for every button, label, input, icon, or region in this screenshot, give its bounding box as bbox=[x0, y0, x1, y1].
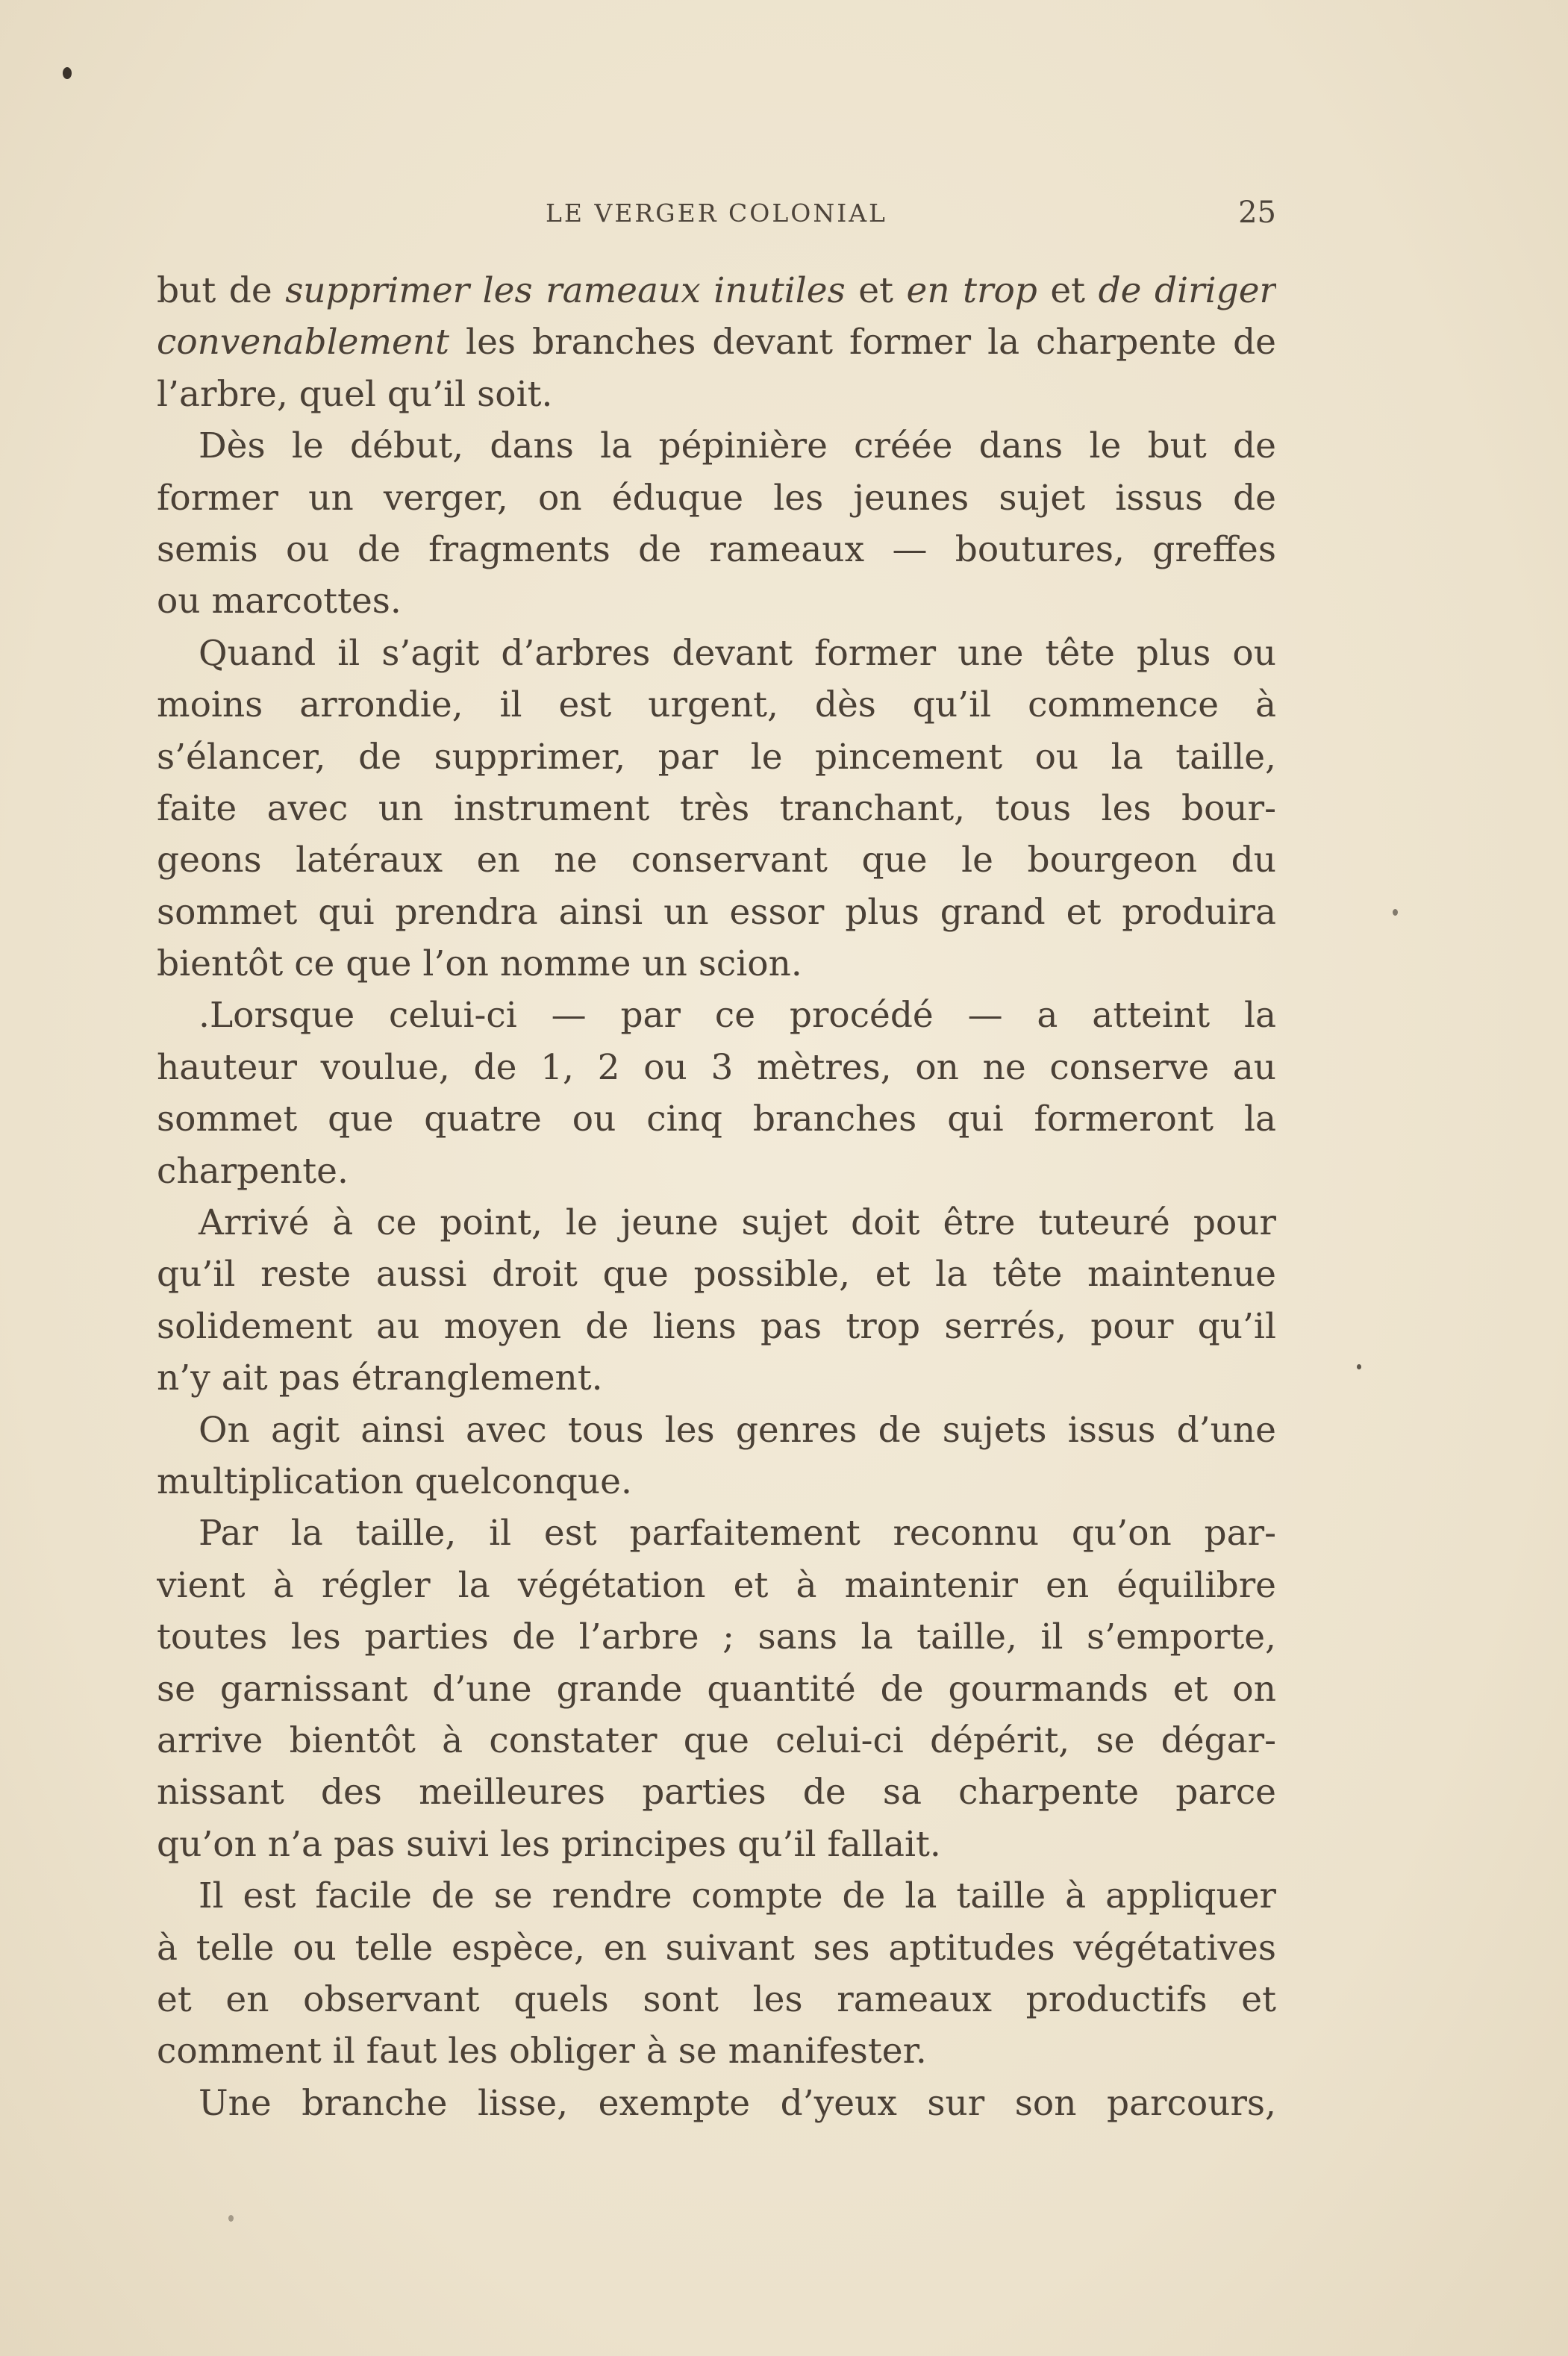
text-line bbox=[157, 731, 1276, 783]
text-segment: hauteur voulue, de 1, 2 ou 3 mètres, on ne conserve au bbox=[157, 1046, 1276, 1088]
text-segment: l’arbre, quel qu’il soit. bbox=[157, 373, 553, 415]
text-segment: arrive bientôt à constater que celui-ci dépérit, se dégar- bbox=[157, 1719, 1276, 1761]
text-line bbox=[157, 1197, 1276, 1249]
italic-text: en trop bbox=[906, 270, 1037, 311]
text-segment: semis ou de fragments de rameaux — boutures, greffes bbox=[157, 528, 1276, 570]
text-segment: et bbox=[1037, 270, 1099, 311]
text-segment: former un verger, on éduque les jeunes sujet issus de bbox=[157, 477, 1276, 519]
running-title: LE VERGER COLONIAL bbox=[546, 199, 887, 228]
text-line bbox=[157, 1146, 1276, 1197]
text-line bbox=[157, 887, 1276, 938]
text-segment: toutes les parties de l’arbre ; sans la taille, il s’emporte, bbox=[157, 1616, 1276, 1658]
text-segment: Dès le début, dans la pépinière créée dans le but de bbox=[199, 425, 1276, 467]
text-segment: Arrivé à ce point, le jeune sujet doit être tuteuré pour bbox=[199, 1202, 1276, 1244]
text-line bbox=[157, 316, 1276, 368]
text-segment: On agit ainsi avec tous les genres de sujets issus d’une bbox=[199, 1409, 1276, 1451]
ink-speck bbox=[1357, 1364, 1361, 1369]
text-line bbox=[157, 575, 1276, 627]
text-segment: Par la taille, il est parfaitement reconnu qu’on par- bbox=[199, 1513, 1276, 1554]
text-segment: Il est facile de se rendre compte de la taille à appliquer bbox=[199, 1875, 1276, 1917]
text-segment: .Lorsque celui-ci — par ce procédé — a atteint la bbox=[199, 995, 1276, 1037]
text-segment: qu’il reste aussi droit que possible, et la tête maintenue bbox=[157, 1254, 1276, 1296]
text-line bbox=[157, 990, 1276, 1041]
text-line bbox=[157, 1560, 1276, 1611]
page-number: 25 bbox=[1238, 196, 1276, 230]
italic-text: convenablement bbox=[157, 322, 450, 363]
text-segment: sommet qui prendra ainsi un essor plus grand et produira bbox=[157, 891, 1276, 933]
text-segment: charpente. bbox=[157, 1150, 349, 1192]
text-segment: qu’on n’a pas suivi les principes qu’il fallait. bbox=[157, 1823, 941, 1865]
text-segment: multiplication quelconque. bbox=[157, 1460, 632, 1502]
text-segment: n’y ait pas étranglement. bbox=[157, 1357, 603, 1399]
text-segment: geons latéraux en ne conservant que le bourgeon du bbox=[157, 840, 1276, 881]
text-line bbox=[157, 420, 1276, 472]
text-segment: et en observant quels sont les rameaux productifs et bbox=[157, 1978, 1276, 2020]
text-line bbox=[157, 628, 1276, 679]
text-line bbox=[157, 1507, 1276, 1559]
body-text bbox=[157, 265, 1276, 2129]
text-line bbox=[157, 938, 1276, 990]
text-line bbox=[157, 2025, 1276, 2077]
text-line bbox=[157, 1766, 1276, 1818]
ink-speck bbox=[1393, 909, 1398, 916]
text-line bbox=[157, 1663, 1276, 1715]
text-line bbox=[157, 834, 1276, 886]
text-line bbox=[157, 1093, 1276, 1145]
text-line bbox=[157, 1042, 1276, 1093]
text-line bbox=[157, 265, 1276, 316]
text-line bbox=[157, 1922, 1276, 1974]
text-line bbox=[157, 524, 1276, 575]
text-line bbox=[157, 1611, 1276, 1663]
text-segment: bientôt ce que l’on nomme un scion. bbox=[157, 943, 802, 985]
text-segment: nissant des meilleures parties de sa charpente parce bbox=[157, 1772, 1276, 1813]
ink-speck bbox=[63, 67, 72, 79]
text-line bbox=[157, 1819, 1276, 1870]
text-segment: vient à régler la végétation et à maintenir en équilibre bbox=[157, 1564, 1276, 1606]
text-segment: sommet que quatre ou cinq branches qui formeront la bbox=[157, 1099, 1276, 1140]
text-line bbox=[157, 1715, 1276, 1766]
ink-speck bbox=[228, 2215, 234, 2222]
text-line bbox=[157, 1249, 1276, 1300]
text-line bbox=[157, 1456, 1276, 1507]
text-segment: Une branche lisse, exempte d’yeux sur son parcours, bbox=[199, 2082, 1276, 2124]
text-line bbox=[157, 1974, 1276, 2025]
text-segment: les branches devant former la charpente de bbox=[449, 322, 1276, 363]
italic-text: supprimer les rameaux inutiles bbox=[285, 270, 846, 311]
page-header bbox=[157, 196, 1276, 233]
text-segment: solidement au moyen de liens pas trop serrés, pour qu’il bbox=[157, 1305, 1276, 1347]
text-segment: se garnissant d’une grande quantité de gourmands et on bbox=[157, 1668, 1276, 1710]
text-line bbox=[157, 2078, 1276, 2129]
text-line bbox=[157, 472, 1276, 524]
text-segment: ou marcottes. bbox=[157, 581, 402, 622]
text-segment: à telle ou telle espèce, en suivant ses aptitudes végétatives bbox=[157, 1927, 1276, 1969]
text-segment: comment il faut les obliger à se manifester. bbox=[157, 2031, 927, 2072]
text-line bbox=[157, 679, 1276, 731]
text-segment: but de bbox=[157, 270, 286, 311]
text-line bbox=[157, 1404, 1276, 1456]
text-line bbox=[157, 783, 1276, 834]
text-line bbox=[157, 1301, 1276, 1352]
text-segment: moins arrondie, il est urgent, dès qu’il commence à bbox=[157, 684, 1276, 726]
italic-text: de diriger bbox=[1098, 270, 1276, 311]
text-segment: s’élancer, de supprimer, par le pincement ou la taille, bbox=[157, 736, 1276, 778]
text-segment: Quand il s’agit d’arbres devant former une tête plus ou bbox=[199, 632, 1276, 674]
text-line bbox=[157, 1870, 1276, 1922]
text-segment: et bbox=[845, 270, 907, 311]
text-line bbox=[157, 369, 1276, 420]
text-segment: faite avec un instrument très tranchant, tous les bour- bbox=[157, 787, 1276, 829]
text-line bbox=[157, 1352, 1276, 1404]
